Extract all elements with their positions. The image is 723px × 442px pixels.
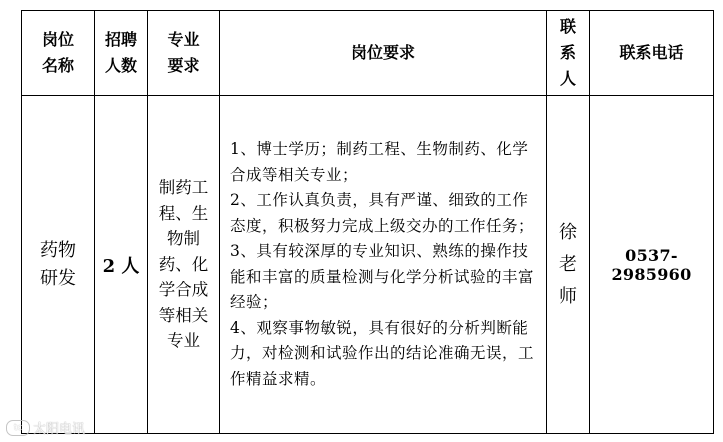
table-row [22,96,714,434]
header-major: 专业要求 [148,11,220,96]
header-requirements: 岗位要求 [220,11,547,96]
contact-person: 徐老师 [559,221,577,307]
watermark-logo-icon: tc [6,420,30,436]
header-position-name: 岗位名称 [22,11,95,96]
headcount-cell [95,96,148,434]
headcount: 2 人 [102,255,140,277]
requirement-item-3: 3、具有较深厚的专业知识、熟练的操作技能和丰富的质量检测与化学分析试验的丰富经验； [230,242,535,311]
watermark [6,418,85,437]
phone-number: 0537-2985960 [611,245,692,284]
header-row [22,11,714,96]
requirement-item-1: 1、博士学历；制药工程、生物制药、化学合成等相关专业； [230,140,529,184]
position-name-cell [22,96,95,434]
phone-cell [590,96,714,434]
requirements-cell [220,96,547,434]
requirement-item-2: 2、工作认真负责，具有严谨、细致的工作态度，积极努力完成上级交办的工作任务； [230,191,535,235]
major: 制药工程、生物制药、化学合成等相关专业 [158,178,209,351]
position-name: 药物研发 [40,239,76,289]
requirement-item-4: 4、观察事物敏锐，具有很好的分析判断能力，对检测和试验作出的结论准确无误，工作精益求精。 [230,318,535,388]
job-table [21,10,714,434]
contact-cell [547,96,590,434]
header-phone: 联系电话 [590,11,714,96]
header-headcount: 招聘人数 [95,11,148,96]
major-cell [148,96,220,434]
header-contact: 联系人 [547,11,590,96]
watermark-text: 太阳电讯 [33,422,86,437]
